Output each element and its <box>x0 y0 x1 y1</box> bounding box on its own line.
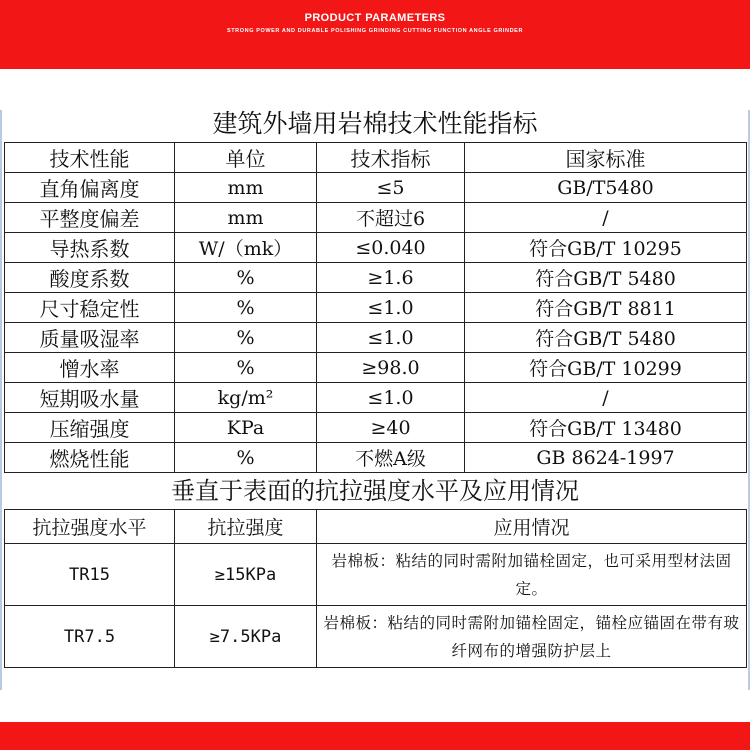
table-cell: ≤1.0 <box>317 323 465 353</box>
table-row <box>5 383 747 413</box>
table-cell: 导热系数 <box>5 233 175 263</box>
table-cell: 不超过6 <box>317 203 465 233</box>
table-cell: ≥40 <box>317 413 465 443</box>
table-cell: ≤1.0 <box>317 293 465 323</box>
table-cell: / <box>465 203 747 233</box>
table-cell: kg/m² <box>175 383 317 413</box>
table-row <box>5 173 747 203</box>
table-cell: ≤1.0 <box>317 383 465 413</box>
table-row <box>5 443 747 473</box>
table2-title: 垂直于表面的抗拉强度水平及应用情况 <box>171 477 579 505</box>
banner-subtitle: STRONG POWER AND DURABLE POLISHING GRINDING CUTTING FUNCTION ANGLE GRINDER <box>226 28 524 34</box>
table-cell: % <box>175 323 317 353</box>
table-cell: TR15 <box>5 544 175 606</box>
table-cell: KPa <box>175 413 317 443</box>
left-edge-line <box>0 110 2 690</box>
table-header-row <box>5 143 747 173</box>
table-row <box>5 606 747 668</box>
table-cell: TR7.5 <box>5 606 175 668</box>
table-cell: 符合GB/T 10295 <box>465 233 747 263</box>
tensile-strength-table <box>4 509 747 668</box>
table-cell: 尺寸稳定性 <box>5 293 175 323</box>
table-cell: GB 8624-1997 <box>465 443 747 473</box>
table-cell: ≤5 <box>317 173 465 203</box>
table-cell: 抗拉强度 <box>175 510 317 544</box>
table-cell: % <box>175 443 317 473</box>
table-row <box>5 293 747 323</box>
table-row <box>5 203 747 233</box>
table-cell: 岩棉板：粘结的同时需附加锚栓固定，也可采用型材法固定。 <box>317 544 747 606</box>
table-cell: ≥15KPa <box>175 544 317 606</box>
banner-title: PRODUCT PARAMETERS <box>304 12 446 24</box>
table-cell: 憎水率 <box>5 353 175 383</box>
table-row <box>5 233 747 263</box>
table-row <box>5 353 747 383</box>
table-cell: 符合GB/T 8811 <box>465 293 747 323</box>
table-cell: 抗拉强度水平 <box>5 510 175 544</box>
table-cell: 平整度偏差 <box>5 203 175 233</box>
table-cell: ≥7.5KPa <box>175 606 317 668</box>
performance-table <box>4 142 747 473</box>
table-cell: ≤0.040 <box>317 233 465 263</box>
table-cell: % <box>175 263 317 293</box>
table-cell: 应用情况 <box>317 510 747 544</box>
table-cell: ≥1.6 <box>317 263 465 293</box>
table-row <box>5 323 747 353</box>
table-row <box>5 413 747 443</box>
footer-bar <box>0 722 750 750</box>
table-cell: % <box>175 353 317 383</box>
table-cell: 符合GB/T 5480 <box>465 263 747 293</box>
table-cell: 岩棉板：粘结的同时需附加锚栓固定，锚栓应锚固在带有玻纤网布的增强防护层上 <box>317 606 747 668</box>
table-cell: 直角偏离度 <box>5 173 175 203</box>
table-cell: / <box>465 383 747 413</box>
table-cell: 国家标准 <box>465 143 747 173</box>
table-cell: 酸度系数 <box>5 263 175 293</box>
table-cell: W/（mk） <box>175 233 317 263</box>
table-cell: 技术指标 <box>317 143 465 173</box>
header-banner <box>0 0 750 69</box>
table-cell: mm <box>175 173 317 203</box>
table-row <box>5 263 747 293</box>
table-cell: 符合GB/T 10299 <box>465 353 747 383</box>
table-cell: 短期吸水量 <box>5 383 175 413</box>
table-row <box>5 544 747 606</box>
table-cell: 压缩强度 <box>5 413 175 443</box>
table-cell: 符合GB/T 13480 <box>465 413 747 443</box>
table-header-row <box>5 510 747 544</box>
table-cell: mm <box>175 203 317 233</box>
table-cell: % <box>175 293 317 323</box>
table-cell: ≥98.0 <box>317 353 465 383</box>
table1-title: 建筑外墙用岩棉技术性能指标 <box>212 109 538 138</box>
table-cell: 单位 <box>175 143 317 173</box>
table-cell: 燃烧性能 <box>5 443 175 473</box>
table-cell: 符合GB/T 5480 <box>465 323 747 353</box>
table-cell: 不燃A级 <box>317 443 465 473</box>
table-cell: 技术性能 <box>5 143 175 173</box>
table-cell: GB/T5480 <box>465 173 747 203</box>
table-cell: 质量吸湿率 <box>5 323 175 353</box>
